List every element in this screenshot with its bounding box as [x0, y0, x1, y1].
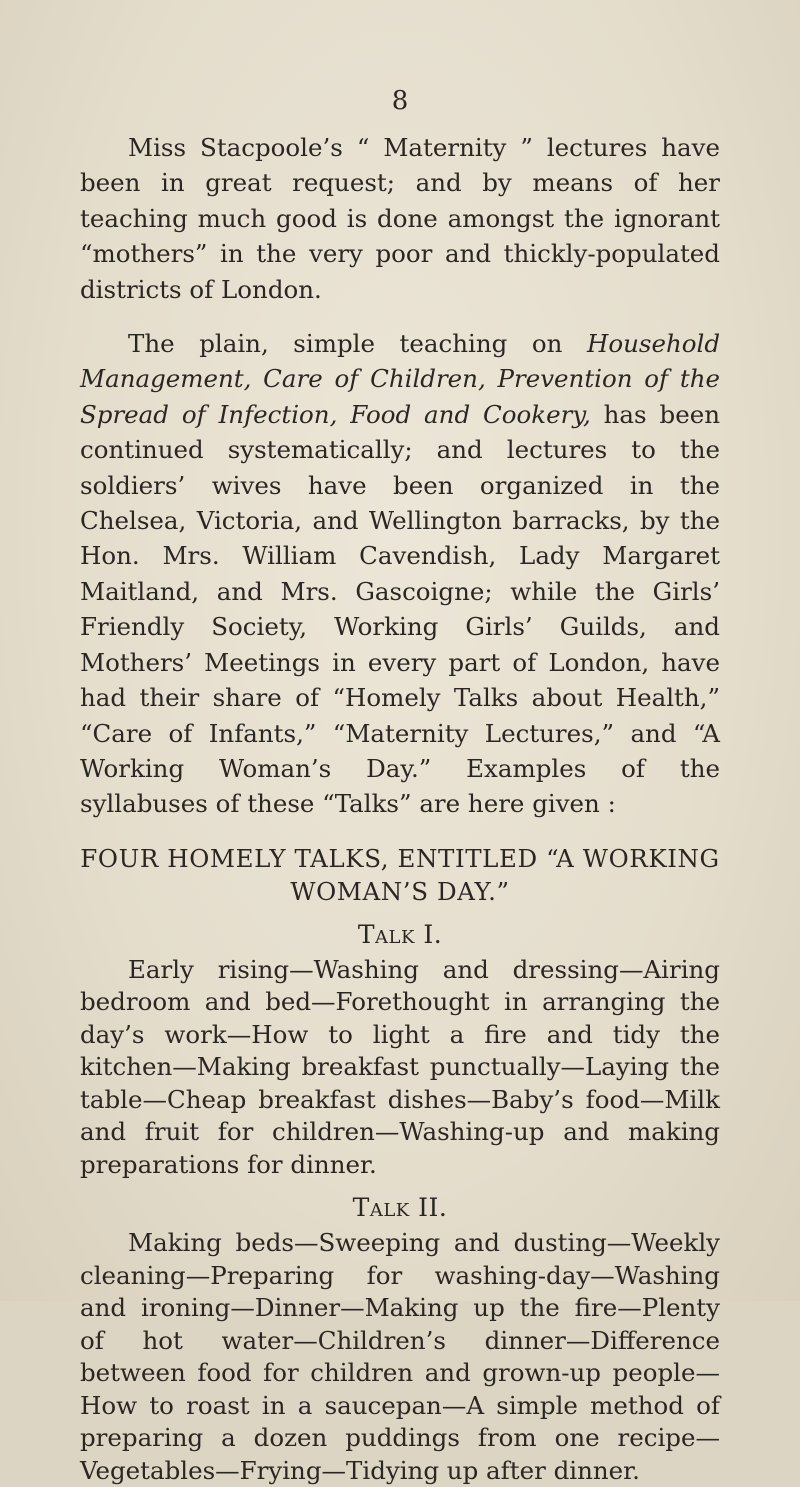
section-heading: FOUR HOMELY TALKS, ENTITLED “A WORKING WOMAN’S DAY.”: [80, 843, 720, 906]
teaching-paragraph: [80, 326, 720, 822]
talk-body-1: Early rising—Washing and dressing—Airing bedroom and bed—Forethought in arranging the day’s work—How to light a fire and tidy the kitchen—Making breakfast punctually—Laying the table—Cheap breakfast dishes—Baby’s food—Milk and fruit for children—Washing-up and making preparations for dinner.: [80, 954, 720, 1179]
page-body: [80, 130, 720, 1487]
page-number: 8: [391, 86, 409, 116]
intro-paragraph: Miss Stacpoole’s “ Maternity ” lectures have been in great request; and by means of her teaching much good is done amongst the ignorant “mothers” in the very poor and thickly-populated districts of London.: [80, 133, 720, 304]
talk-title-2: Talk II.: [352, 1193, 448, 1223]
talk-title-1: Talk I.: [357, 919, 443, 949]
teaching-paragraph-lead: The plain, simple teaching on: [128, 329, 587, 359]
teaching-topics: Household Management, Care of Children, Prevention of the Spread of Infection, Food and Cookery,: [80, 329, 720, 429]
teaching-paragraph-rest: has been continued systematically; and lectures to the soldiers’ wives have been organized in the Chelsea, Victoria, and Wellington barracks, by the Hon. Mrs. William Cavendish, Lady Margaret Maitland, and Mrs. Gascoigne; while the Girls’ Friendly Society, Working Girls’ Guilds, and Mothers’ Meetings in every part of London, have had their share of “Homely Talks about Health,” “Care of Infants,” “Maternity Lectures,” and “A Working Woman’s Day.” Examples of the syllabuses of these “Talks” are here given :: [80, 399, 720, 819]
talk-body-2: Making beds—Sweeping and dusting—Weekly cleaning—Preparing for washing-day—Washing and ironing—Dinner—Making up the fire—Plenty of hot water—Children’s dinner—Difference between food for children and grown-up people—How to roast in a saucepan—A simple method of preparing a dozen puddings from one recipe—Vegetables—Frying—Tidying up after dinner.: [80, 1228, 720, 1485]
